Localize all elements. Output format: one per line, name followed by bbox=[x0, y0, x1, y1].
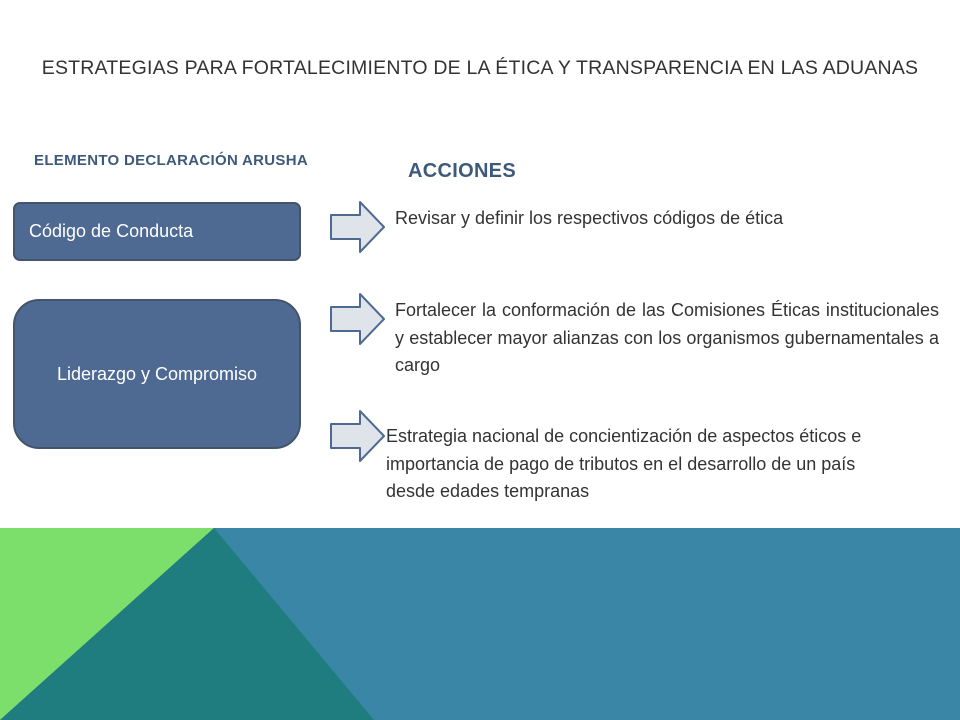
right-arrow-icon bbox=[330, 410, 386, 462]
slide-title: ESTRATEGIAS PARA FORTALECIMIENTO DE LA ÉTICA Y TRANSPARENCIA EN LAS ADUANAS bbox=[41, 57, 919, 79]
right-arrow-icon bbox=[330, 293, 386, 345]
element-box-codigo-de-conducta: Código de Conducta bbox=[13, 202, 301, 261]
actions-column-header: ACCIONES bbox=[408, 160, 516, 182]
element-box-liderazgo-y-compromiso: Liderazgo y Compromiso bbox=[13, 299, 301, 449]
elements-column-header: ELEMENTO DECLARACIÓN ARUSHA bbox=[34, 152, 308, 169]
action-text-2: Fortalecer la conformación de las Comisiones Éticas institucionales y establecer mayor alianzas con los organismos gubernamentales a cargo bbox=[395, 300, 939, 375]
action-text-3: Estrategia nacional de concientización de aspectos éticos e importancia de pago de tributos en el desarrollo de un país desde edades tempranas bbox=[386, 426, 862, 501]
right-arrow-icon bbox=[330, 201, 386, 253]
action-text-1: Revisar y definir los respectivos códigos de ética bbox=[395, 208, 784, 228]
